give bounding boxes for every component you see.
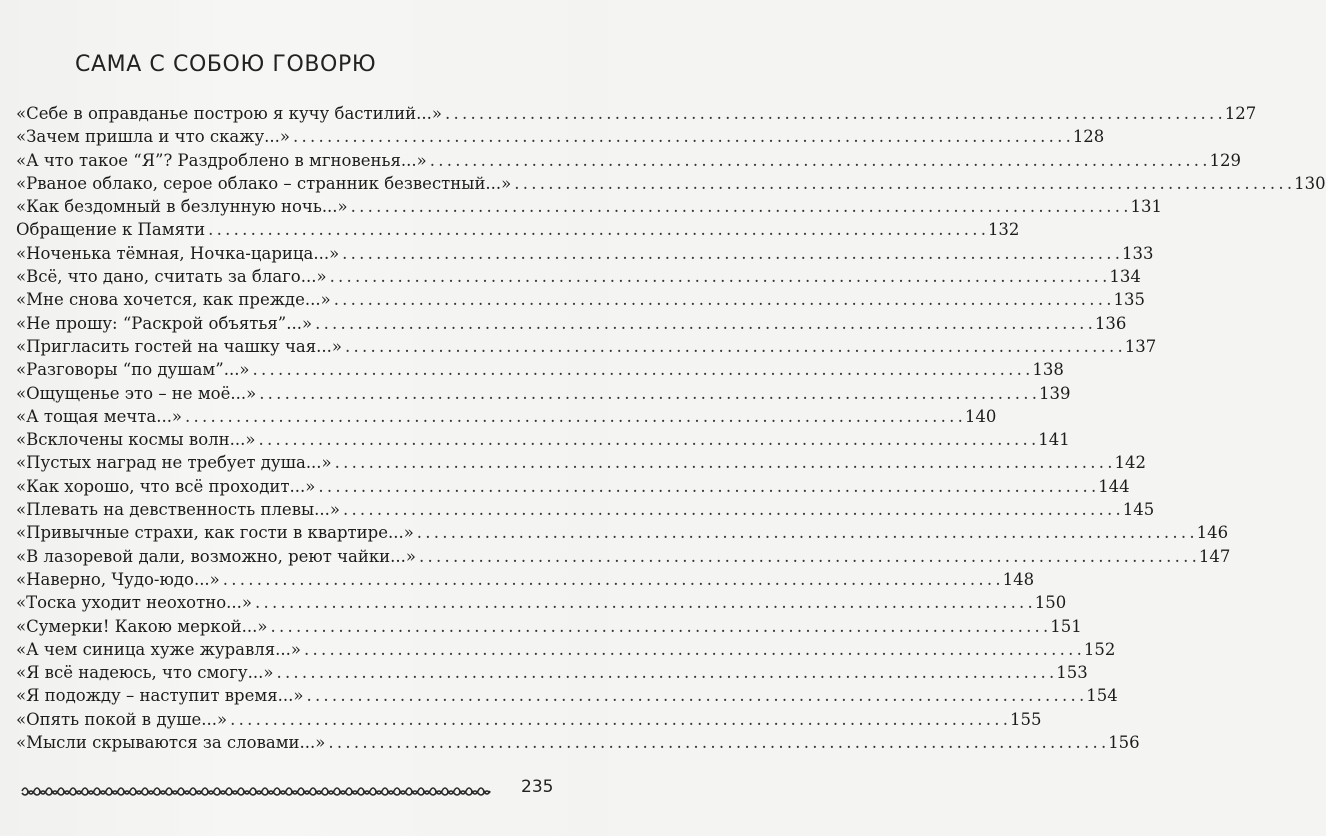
toc-entry-title: «В лазоревой дали, возможно, реют чайки...»	[16, 546, 417, 566]
toc-entry-title: «Привычные страхи, как гости в квартире...»	[16, 523, 414, 543]
toc-entry-page: 142	[1114, 453, 1146, 473]
toc-dot-leader	[253, 358, 1030, 381]
toc-dot-leader	[223, 568, 1000, 591]
toc-entry-page: 129	[1209, 150, 1242, 170]
table-of-contents	[16, 102, 1326, 754]
toc-entry	[16, 195, 1162, 218]
toc-dot-leader	[328, 731, 1105, 754]
toc-entry	[16, 125, 1105, 148]
toc-dot-leader	[318, 475, 1095, 498]
page-number: 235	[521, 777, 554, 797]
toc-entry-title: «Пригласить гостей на чашку чая...»	[16, 336, 342, 356]
toc-entry-title: «Сумерки! Какою меркой...»	[16, 616, 268, 636]
toc-entry	[16, 405, 997, 428]
toc-entry-page: 134	[1109, 267, 1141, 287]
toc-entry	[16, 731, 1140, 754]
toc-entry-title: «Всё, что дано, считать за благо...»	[16, 267, 327, 287]
toc-entry-page: 138	[1032, 360, 1064, 380]
toc-entry-page: 150	[1034, 593, 1067, 613]
toc-dot-leader	[330, 265, 1107, 288]
toc-dot-leader	[334, 288, 1111, 311]
toc-dot-leader	[304, 638, 1081, 661]
toc-entry-title: «Пустых наград не требует душа...»	[16, 453, 332, 473]
toc-entry-title: «Мне снова хочется, как прежде...»	[16, 290, 331, 310]
toc-entry-title: «Ноченька тёмная, Ночка-царица...»	[16, 243, 340, 263]
toc-entry	[16, 498, 1155, 521]
toc-dot-leader	[255, 591, 1032, 614]
toc-entry-page: 153	[1056, 663, 1088, 683]
toc-entry-page: 151	[1050, 616, 1082, 636]
toc-entry-title: «Всклочены космы волн...»	[16, 430, 256, 450]
toc-entry-page: 147	[1198, 546, 1231, 566]
toc-entry-title: «Мысли скрываются за словами...»	[16, 733, 326, 753]
toc-entry-page: 132	[987, 220, 1020, 240]
toc-entry	[16, 568, 1035, 591]
toc-dot-leader	[342, 242, 1119, 265]
toc-entry	[16, 242, 1154, 265]
decorative-wave-border-icon	[22, 784, 490, 798]
toc-entry-title: «Ощущенье это – не моё...»	[16, 383, 257, 403]
toc-entry-page: 136	[1094, 313, 1127, 333]
toc-entry	[16, 615, 1082, 638]
toc-entry-page: 145	[1122, 500, 1155, 520]
toc-entry-title: «Не прошу: “Раскрой объятья”...»	[16, 313, 313, 333]
toc-entry-title: «Как бездомный в безлунную ночь...»	[16, 197, 348, 217]
toc-entry-page: 130	[1294, 173, 1326, 193]
toc-dot-leader	[445, 102, 1222, 125]
toc-entry-title: «Рваное облако, серое облако – странник безвестный...»	[16, 173, 512, 193]
toc-entry-title: «А тощая мечта...»	[16, 406, 183, 426]
toc-entry-title: «Наверно, Чудо-юдо...»	[16, 569, 220, 589]
toc-entry	[16, 475, 1130, 498]
toc-entry-page: 148	[1002, 569, 1035, 589]
toc-entry-title: «Себе в оправданье построю я кучу бастилий...»	[16, 104, 442, 123]
toc-entry-title: «Тоска уходит неохотно...»	[16, 593, 252, 613]
toc-dot-leader	[419, 545, 1196, 568]
toc-entry-title: «А чем синица хуже журавля...»	[16, 639, 302, 659]
toc-entry-page: 135	[1113, 290, 1145, 310]
toc-dot-leader	[343, 498, 1120, 521]
toc-entry-page: 155	[1009, 709, 1042, 729]
toc-entry-page: 139	[1039, 383, 1071, 403]
toc-entry	[16, 149, 1242, 172]
toc-entry	[16, 545, 1231, 568]
toc-entry	[16, 265, 1141, 288]
toc-entry	[16, 684, 1118, 707]
toc-entry-title: Обращение к Памяти	[16, 220, 206, 240]
toc-dot-leader	[293, 125, 1070, 148]
toc-entry	[16, 358, 1064, 381]
toc-entry	[16, 288, 1145, 311]
toc-dot-leader	[345, 335, 1122, 358]
toc-entry	[16, 382, 1071, 405]
toc-dot-leader	[208, 218, 985, 241]
toc-dot-leader	[258, 428, 1035, 451]
toc-entry-page: 141	[1038, 430, 1070, 450]
toc-entry	[16, 451, 1146, 474]
toc-dot-leader	[315, 312, 1092, 335]
toc-dot-leader	[259, 382, 1036, 405]
toc-entry-title: «Разговоры “по душам”...»	[16, 360, 250, 380]
toc-dot-leader	[430, 149, 1207, 172]
toc-dot-leader	[417, 521, 1194, 544]
toc-entry	[16, 312, 1127, 335]
toc-entry-page: 156	[1108, 733, 1140, 753]
toc-entry-page: 127	[1224, 104, 1257, 123]
toc-entry-page: 152	[1083, 639, 1116, 659]
toc-entry-page: 137	[1124, 336, 1157, 356]
section-title: САМА С СОБОЮ ГОВОРЮ	[75, 52, 377, 77]
toc-dot-leader	[514, 172, 1291, 195]
toc-entry	[16, 428, 1070, 451]
toc-dot-leader	[270, 615, 1047, 638]
toc-entry	[16, 638, 1116, 661]
toc-entry	[16, 335, 1157, 358]
toc-entry-title: «Плевать на девственность плевы...»	[16, 500, 340, 520]
toc-dot-leader	[306, 684, 1083, 707]
toc-dot-leader	[230, 708, 1007, 731]
toc-dot-leader	[276, 661, 1053, 684]
toc-dot-leader	[185, 405, 962, 428]
toc-entry-title: «Как хорошо, что всё проходит...»	[16, 476, 316, 496]
toc-entry	[16, 102, 1257, 125]
toc-entry-page: 144	[1098, 476, 1130, 496]
toc-entry-page: 154	[1086, 686, 1118, 706]
toc-entry-title: «Зачем пришла и что скажу...»	[16, 127, 290, 147]
toc-entry-page: 128	[1072, 127, 1105, 147]
toc-entry	[16, 708, 1042, 731]
toc-entry-page: 146	[1196, 523, 1229, 543]
toc-entry	[16, 172, 1326, 195]
toc-dot-leader	[351, 195, 1128, 218]
toc-dot-leader	[335, 451, 1112, 474]
toc-entry-page: 133	[1121, 243, 1154, 263]
toc-entry	[16, 661, 1088, 684]
toc-entry	[16, 218, 1020, 241]
toc-entry	[16, 591, 1067, 614]
toc-entry-title: «Я подожду – наступит время...»	[16, 686, 304, 706]
toc-entry-page: 131	[1130, 197, 1162, 217]
toc-entry-title: «Я всё надеюсь, что смогу...»	[16, 663, 274, 683]
toc-entry-page: 140	[964, 406, 997, 426]
toc-entry	[16, 521, 1229, 544]
toc-entry-title: «А что такое “Я”? Раздроблено в мгновенья...»	[16, 150, 427, 170]
toc-entry-title: «Опять покой в душе...»	[16, 709, 228, 729]
